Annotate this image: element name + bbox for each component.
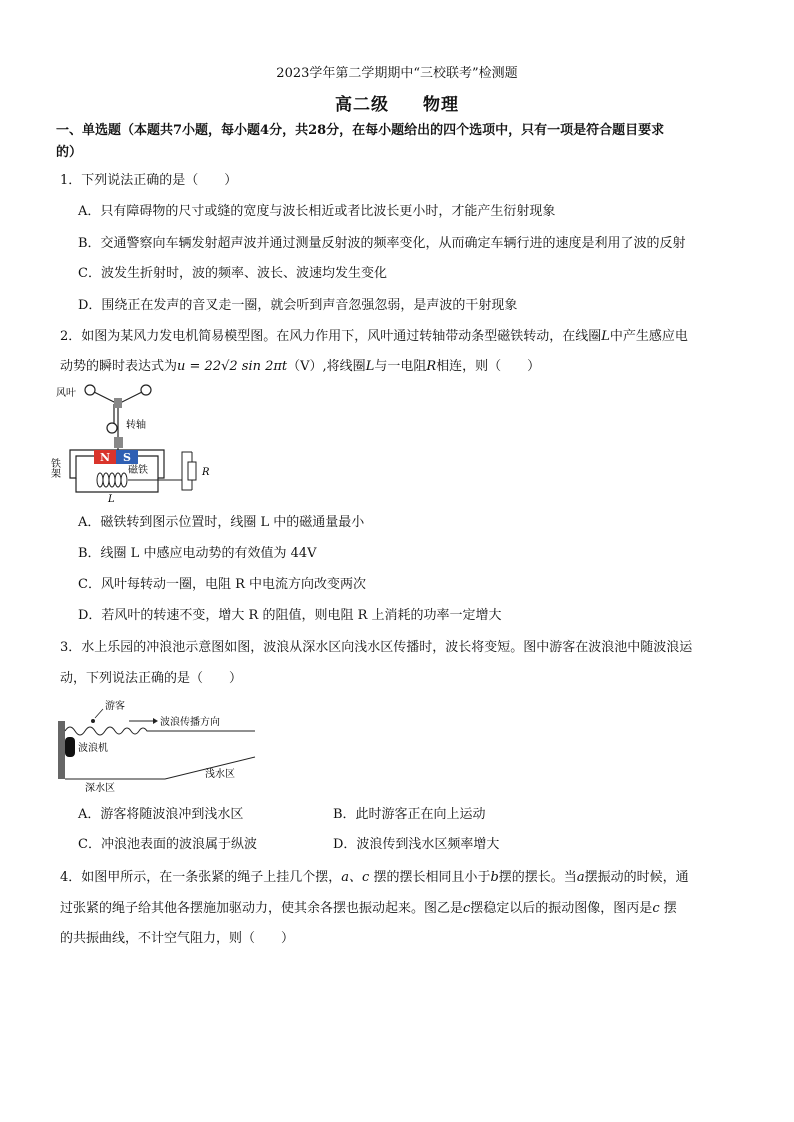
fig-label-resistor: R	[202, 467, 210, 478]
q4-stem-line1: 4．如图甲所示，在一条张紧的绳子上挂几个摆，a、c 摆的摆长相同且小于b摆的摆长。当a摆振动的时候，通	[60, 870, 689, 885]
q1-stem: 1．下列说法正确的是（ ）	[60, 173, 238, 188]
section-heading-line2: 的）	[56, 145, 83, 160]
fig-label-shallow: 浅水区	[205, 769, 235, 780]
grade-label: 高二级	[335, 95, 389, 115]
magnet-s-label: S	[123, 451, 131, 464]
resistor-icon	[188, 462, 196, 480]
fig-label-machine: 波浪机	[78, 743, 108, 754]
q3-option-c: C．冲浪池表面的波浪属于纵波	[78, 837, 257, 852]
wave-surface	[65, 727, 255, 735]
axle-block	[114, 437, 123, 448]
magnet-n-label: N	[100, 451, 111, 464]
fig-label-coil: L	[108, 494, 115, 505]
q1-option-a: A．只有障碍物的尺寸或缝的宽度与波长相近或者比波长更小时，才能产生衍射现象	[78, 204, 556, 219]
subject-title	[0, 90, 794, 115]
q1-option-d: D．围绕正在发声的音叉走一圈，就会听到声音忽强忽弱，是声波的干射现象	[78, 298, 518, 313]
q3-stem-line2: 动，下列说法正确的是（ ）	[60, 671, 243, 686]
q2-option-d: D．若风叶的转速不变，增大 R 的阻值，则电阻 R 上消耗的功率一定增大	[78, 608, 502, 623]
q1-option-b: B．交通警察向车辆发射超声波并通过测量反射波的频率变化，从而确定车辆行进的速度是利用了波的反射	[78, 236, 686, 251]
q2-stem-line2: 动势的瞬时表达式为u = 22√2 sin 2πt（V）,将线圈L与一电阻R相连，则（ ）	[60, 359, 541, 374]
fig-label-swimmer: 游客	[105, 701, 125, 712]
fig-label-axle: 转轴	[126, 420, 146, 431]
q1-option-c: C．波发生折射时，波的频率、波长、波速均发生变化	[78, 266, 387, 281]
q3-stem-line1: 3．水上乐园的冲浪池示意图如图，波浪从深水区向浅水区传播时，波长将变短。图中游客在波浪池中随波浪运	[60, 640, 693, 655]
fig-label-direction: 波浪传播方向	[160, 717, 220, 728]
q2-option-a: A．磁铁转到图示位置时，线圈 L 中的磁通量最小	[78, 515, 365, 530]
q3-option-d: D．波浪传到浅水区频率增大	[333, 837, 500, 852]
q2-option-c: C．风叶每转动一圈，电阻 R 中电流方向改变两次	[78, 577, 366, 592]
q4-stem-line2: 过张紧的绳子给其他各摆施加驱动力，使其余各摆也振动起来。图乙是c摆稳定以后的振动图像，图丙是c 摆	[60, 901, 677, 916]
q3-wave-pool-figure	[55, 695, 265, 795]
q4-stem-line3: 的共振曲线，不计空气阻力，则（ ）	[60, 931, 295, 946]
q2-stem-line1: 2．如图为某风力发电机简易模型图。在风力作用下，风叶通过转轴带动条型磁铁转动，在线圈L中产生感应电	[60, 329, 688, 344]
wave-machine-icon	[65, 737, 75, 757]
q3-option-b: B．此时游客正在向上运动	[333, 807, 486, 822]
fig-label-blade: 风叶	[56, 388, 76, 399]
fig-label-magnet: 磁铁	[128, 465, 148, 476]
q2-formula: u = 22√2 sin 2πt	[177, 359, 288, 374]
coil-icon	[97, 473, 127, 487]
fig-label-frame: 铁架	[48, 458, 60, 478]
q3-option-a: A．游客将随波浪冲到浅水区	[78, 807, 244, 822]
swimmer-icon	[91, 719, 95, 723]
fig-label-deep: 深水区	[85, 783, 115, 794]
blade-hub	[114, 398, 122, 408]
exam-title: 2023学年第二学期期中“三校联考”检测题	[276, 66, 518, 81]
section-heading-line1: 一、单选题（本题共7小题，每小题4分，共28分，在每小题给出的四个选项中，只有一项是符合题目要求	[56, 123, 665, 138]
subject-label: 物理	[423, 95, 459, 115]
pool-wall	[58, 721, 65, 779]
q2-generator-figure	[48, 380, 222, 505]
q2-option-b: B．线圈 L 中感应电动势的有效值为 44V	[78, 546, 317, 561]
